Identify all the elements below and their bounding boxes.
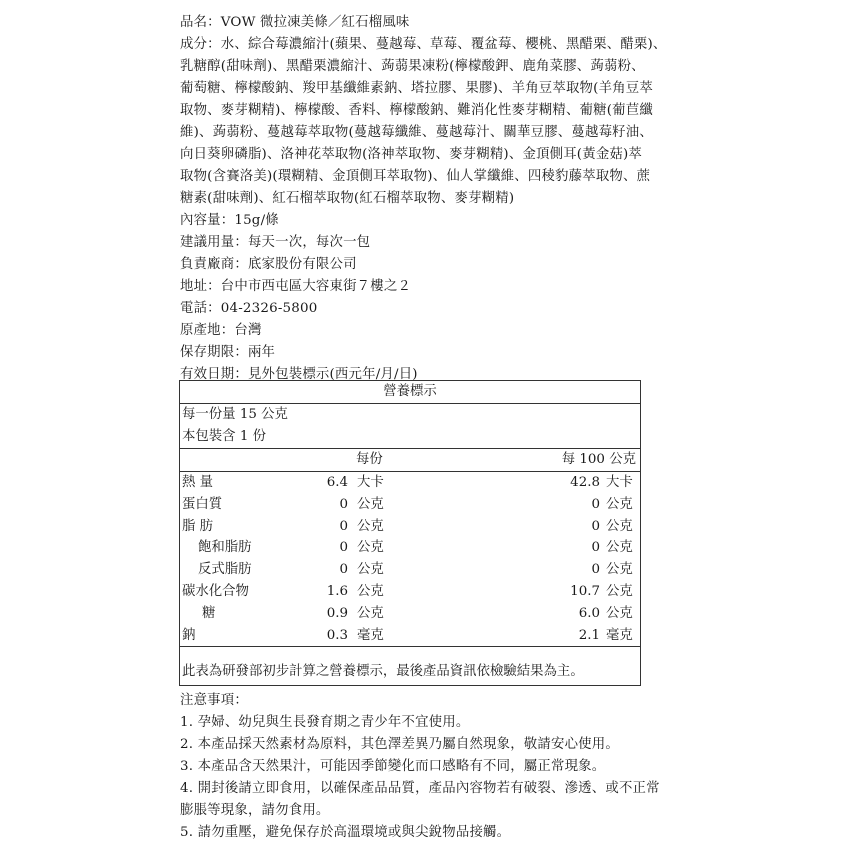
- nutrition-row: [180, 625, 640, 648]
- per-serving-unit: 公克: [357, 583, 384, 599]
- precaution-item: 3. 本產品含天然果汁，可能因季節變化而口感略有不同，屬正常現象。: [180, 759, 606, 774]
- nutrient-name: 脂 肪: [182, 518, 214, 534]
- product-name: 品名：VOW 微拉凍美條／紅石榴風味: [180, 15, 410, 30]
- ingredients-line: 向日葵卵磷脂)、洛神花萃取物(洛神萃取物、麥芽糊精)、金頂側耳(黃金菇)萃: [180, 147, 643, 162]
- per-100g-unit: 公克: [606, 562, 633, 578]
- per-serving-value: 0: [339, 562, 348, 578]
- nutrition-row: [180, 603, 640, 625]
- ingredients-line: 糖素(甜味劑)、紅石榴萃取物(紅石榴萃取物、麥芽糊精): [180, 191, 515, 206]
- per-serving-unit: 大卡: [357, 475, 384, 490]
- nutrition-row: [180, 494, 640, 516]
- precaution-item: 2. 本產品採天然素材為原料，其色澤差異乃屬自然現象，敬請安心使用。: [180, 737, 619, 752]
- per-100g-unit: 公克: [606, 605, 633, 621]
- ingredients-line: 取物、麥芽糊精)、檸檬酸、香料、檸檬酸鈉、難消化性麥芽糊精、葡糖(葡苣纖: [180, 103, 653, 118]
- per-100g-value: 10.7: [570, 583, 600, 599]
- per-serving-unit: 公克: [357, 562, 384, 578]
- nutrition-row: [180, 516, 640, 538]
- precaution-item: 1. 孕婦、幼兒與生長發育期之青少年不宜使用。: [180, 715, 470, 730]
- origin: 原產地：台灣: [180, 323, 262, 338]
- ingredients-line: 葡萄糖、檸檬酸鈉、羧甲基纖維素鈉、塔拉膠、果膠)、羊角豆萃取物(羊角豆萃: [180, 81, 653, 96]
- col-per-serving: 每份: [356, 452, 383, 467]
- nutrition-row: [180, 472, 640, 494]
- expiry-date: 有效日期：見外包裝標示(西元年/月/日): [180, 367, 418, 382]
- ingredients-line: 乳糖醇(甜味劑)、黑醋栗濃縮汁、蒟蒻果凍粉(檸檬酸鉀、鹿角菜膠、蒟蒻粉、: [180, 59, 645, 74]
- nutrition-table: [179, 380, 641, 686]
- per-100g-unit: 毫克: [606, 627, 633, 643]
- nutrient-name: 飽和脂肪: [198, 540, 252, 556]
- address: 地址：台中市西屯區大容東街７樓之２: [180, 279, 412, 294]
- precaution-item: 5. 請勿重壓，避免保存於高溫環境或與尖銳物品接觸。: [180, 825, 511, 840]
- nutrient-name: 鈉: [182, 627, 196, 643]
- per-100g-unit: 公克: [606, 518, 633, 534]
- suggested-usage: 建議用量：每天一次，每次一包: [180, 235, 371, 250]
- per-serving-value: 0.9: [326, 605, 348, 621]
- nutrition-row: [180, 581, 640, 603]
- per-serving-value: 0: [339, 518, 348, 534]
- nutrient-name: 反式脂肪: [198, 562, 252, 578]
- per-serving-value: 1.6: [326, 583, 348, 599]
- per-serving-value: 0.3: [326, 627, 348, 643]
- per-100g-unit: 公克: [606, 496, 633, 512]
- precautions-heading: 注意事項：: [180, 693, 248, 708]
- per-serving-unit: 公克: [357, 605, 384, 621]
- precaution-item: 膨脹等現象，請勿食用。: [180, 803, 330, 818]
- per-100g-unit: 大卡: [606, 475, 633, 490]
- per-100g-value: 0: [591, 562, 600, 578]
- nutrition-row: [180, 537, 640, 559]
- per-serving-unit: 公克: [357, 540, 384, 556]
- precaution-item: 4. 開封後請立即食用，以確保產品品質，產品內容物若有破裂、滲透、或不正常: [180, 781, 660, 796]
- per-serving-value: 0: [339, 496, 348, 512]
- ingredients-line: 取物(含賽洛美)(環糊精、金頂側耳萃取物)、仙人掌纖維、四稜豹藤萃取物、蔗: [180, 169, 651, 184]
- precautions: [180, 690, 680, 844]
- col-per-100g: 每 100 公克: [561, 452, 636, 467]
- shelf-life: 保存期限：兩年: [180, 345, 276, 360]
- nutrient-name: 糖: [202, 605, 216, 621]
- per-serving-unit: 公克: [357, 496, 384, 512]
- per-100g-value: 0: [591, 496, 600, 512]
- nutrient-name: 蛋白質: [182, 496, 223, 512]
- per-100g-value: 42.8: [570, 475, 600, 490]
- nutrition-title: 營養標示: [180, 381, 640, 404]
- per-100g-value: 0: [591, 540, 600, 556]
- per-100g-unit: 公克: [606, 583, 633, 599]
- per-100g-value: 6.0: [578, 605, 600, 621]
- product-info: [180, 12, 680, 386]
- servings-per-package: 本包裝含 1 份: [180, 426, 640, 449]
- nutrient-name: 熱 量: [182, 475, 214, 490]
- per-100g-unit: 公克: [606, 540, 633, 556]
- ingredients-line: 成分：水、綜合莓濃縮汁(蘋果、蔓越莓、草莓、覆盆莓、櫻桃、黑醋栗、醋栗)、: [180, 37, 667, 52]
- ingredients-line: 維)、蒟蒻粉、蔓越莓萃取物(蔓越莓纖維、蔓越莓汁、關華豆膠、蔓越莓籽油、: [180, 125, 653, 140]
- phone: 電話：04-2326-5800: [180, 301, 318, 316]
- nutrition-header-row: [180, 449, 640, 472]
- nutrition-row: [180, 559, 640, 581]
- net-content: 內容量：15g/條: [180, 213, 279, 228]
- per-serving-unit: 公克: [357, 518, 384, 534]
- serving-size: 每一份量 15 公克: [182, 407, 288, 422]
- per-serving-unit: 毫克: [357, 627, 384, 643]
- per-100g-value: 0: [591, 518, 600, 534]
- per-100g-value: 2.1: [578, 627, 600, 643]
- nutrient-name: 碳水化合物: [182, 583, 249, 599]
- per-serving-value: 6.4: [326, 475, 348, 490]
- per-serving-value: 0: [339, 540, 348, 556]
- nutrition-disclaimer: 此表為研發部初步計算之營養標示，最後產品資訊依檢驗結果為主。: [182, 664, 584, 680]
- manufacturer: 負責廠商：底家股份有限公司: [180, 257, 357, 272]
